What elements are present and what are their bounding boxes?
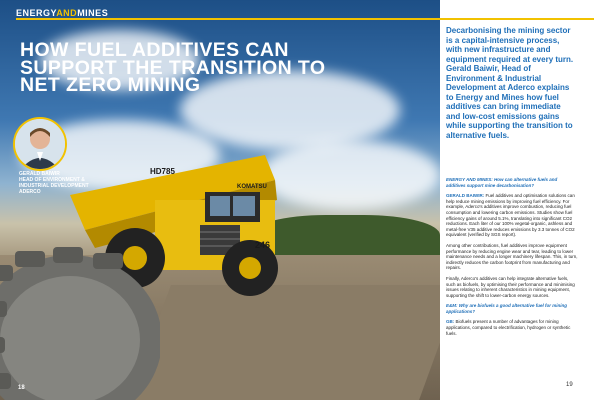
page-number-right: 19 [566, 382, 573, 388]
large-tire-illustration [0, 245, 160, 400]
author-title: HEAD OF ENVIRONMENT & INDUSTRIAL DEVELOPMENT ADERCO [19, 177, 89, 195]
author-caption [19, 171, 89, 195]
article-body [446, 177, 578, 341]
masthead-energy: ENERGY [16, 8, 57, 18]
haul-road [129, 285, 440, 400]
article-headline: HOW FUEL ADDITIVES CAN SUPPORT THE TRANSITION TO NET ZERO MINING [20, 39, 326, 96]
article-text-page [440, 20, 600, 400]
answer-1: GERALD BAIWIR: Fuel additives and optimisation solutions can help reduce mining emissions by improving fuel efficiency. For example, Aderco's additives improve combustion, reducing fuel consumption and lowering carbon emissions. Studies show fuel efficiency gains of around 5.1%, translating into significant CO2 reductions. Each liter of our 100% vegetal-organic, ashless and metal-free V35 additive reduces emissions by 3.3 tonnes of CO2 equivalent (verified by SGS report). [446, 193, 575, 238]
article-intro: Decarbonising the mining sector is a capital-intensive process, with new infrastructure and equipment required at every turn. Gerald Baiwir, Head of Environment & Industrial Development at Aderco explains to Energy and Mines how fuel additives can bring immediate and low-cost emissions gains while supporting the transition to alternative fuels. [446, 26, 574, 140]
answer-2: GB: Biofuels present a number of advantages for mining applications, compared to electrification, hydrogen or synthetic fuels. [446, 319, 571, 336]
page-number-left: 18 [18, 385, 25, 391]
truck-brand-text: KOMATSU [237, 184, 267, 190]
person-avatar-icon [15, 119, 65, 169]
truck-unit-number: 246 [255, 240, 271, 250]
masthead-and: AND [56, 8, 78, 18]
answer-1-para-2: Among other contributions, fuel additives improve equipment performance by reducing engine wear and tear, leading to lower maintenance needs and a longer machinery lifespan. This, in turn, indirectly reduces the carbon footprint from manufacturing and repairs. [446, 242, 578, 271]
answer-1-para-3: Finally, Aderco's additives can help integrate alternative fuels, such as biofuels, by optimising their performance and minimising issues relating to inherent characteristics in mining equipment, supporting the shift to lower-carbon energy sources. [446, 275, 575, 298]
author-portrait [13, 117, 67, 171]
author-name: GERALD BAIWIR [19, 171, 60, 177]
question-2: E&M: Why are biofuels a good alternative fuel for mining applications? [446, 303, 568, 314]
masthead [16, 8, 108, 18]
question-1: ENERGY AND MINES: How can alternative fuels and additives support mine decarbonisation? [446, 177, 558, 188]
masthead-mines: MINES [77, 8, 109, 18]
truck-model-text: HD785 [150, 167, 175, 176]
